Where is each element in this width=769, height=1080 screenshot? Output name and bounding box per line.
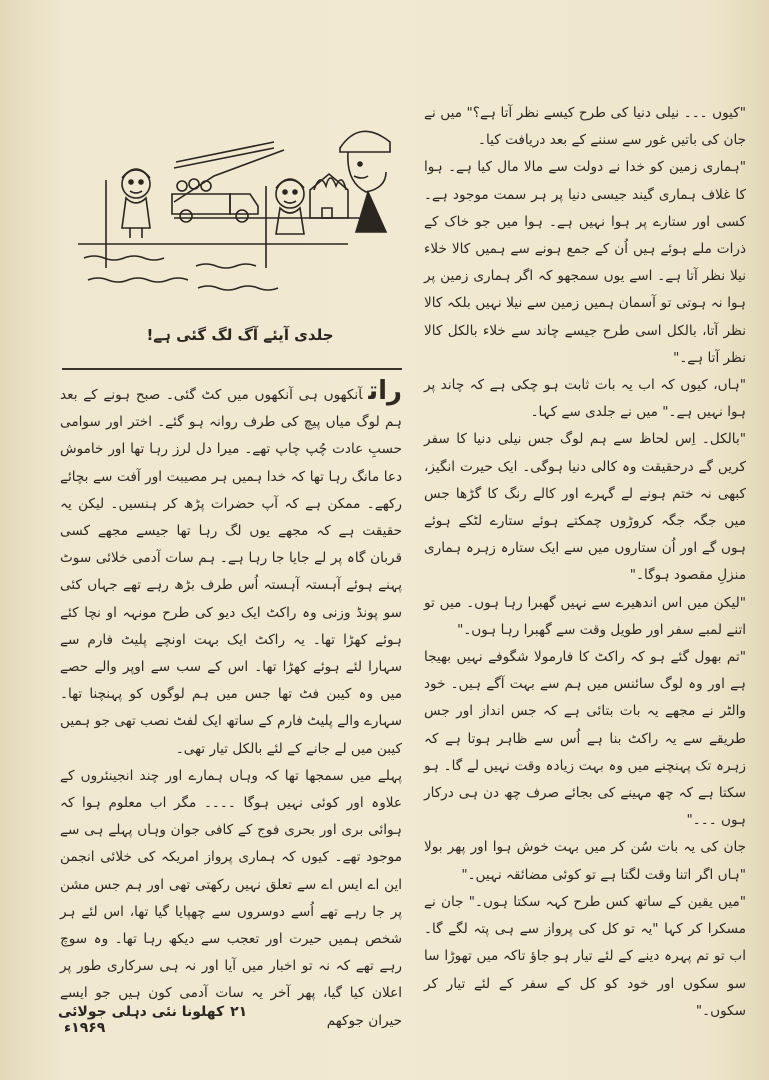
paragraph: پہلے میں سمجھا تھا کہ وہاں ہمارے اور چند انجینئروں کے علاوہ اور کوئی نہیں ہوگا ۔۔۔۔ مگر اب معلوم ہوا کہ ہوائی بری اور بحری فوج کے کافی جوان وہاں پہلے ہی سے موجود تھے۔ کیوں کہ ہماری پرواز امریکہ کی خلائی انجمن این اے ایس اے سے تعلق نہیں رکھتی تھی اور ہم جس مشن پر جا رہے تھے اُسے دوسروں سے چھپایا گیا تھا، اس لئے ہر شخص ہمیں حیرت اور تعجب سے دیکھ رہا تھا۔ وہ سوچ رہے تھے کہ نہ تو اخبار میں آیا اور نہ ہی سرکاری طور پر اعلان کیا گیا، پھر آخر یہ سات آدمی کون ہیں جو ایسے حیران جوکھم	[60, 767, 402, 1029]
paragraph: "میں یقین کے ساتھ کس طرح کہہ سکتا ہوں۔" جان نے مسکرا کر کہا "یہ تو کل کی پرواز سے ہی پتہ لگے گا۔ اب تو تم پہرہ دینے کے لئے تیار ہو جاؤ تاکہ میں تھوڑا سا سو سکوں اور خود کو کل کے سفر کے لئے تیار کر سکوں۔"	[424, 893, 746, 1019]
paragraph: "ہاں، کیوں کہ اب یہ بات ثابت ہو چکی ہے کہ چاند پر ہوا نہیں ہے۔" میں نے جلدی سے کہا۔	[424, 377, 746, 421]
page-footer	[58, 1004, 258, 1036]
fire-cartoon-illustration	[78, 98, 398, 318]
left-text-column	[60, 378, 402, 1035]
paragraph	[60, 378, 402, 763]
paragraph-text: آنکھوں ہی آنکھوں میں کٹ گئی۔ صبح ہونے کے بعد ہم لوگ میاں پیچ کی طرف روانہ ہو گئے۔ اختر اور سوامی حسبِ عادت چُپ چاپ تھے۔ میرا دل لرز رہا تھا اور خاموش دعا مانگ رہا تھا کہ خدا ہمیں ہر مصیبت اور آفت سے بچائے رکھے۔ ممکن ہے کہ آپ حضرات پڑھ کر ہنسیں۔ لیکن یہ حقیقت ہے کہ مجھے یوں لگ رہا تھا جیسے مجھے کسی قربان گاہ پر لے جایا جا رہا ہے۔ ہم سات آدمی خلائی سوٹ پہنے ہوئے آہستہ آہستہ اُس طرف بڑھ رہے تھے جہاں کئی سو پونڈ وزنی وہ راکٹ ایک دیو کی طرح مونہہ او نچا کئے ہوئے کھڑا تھا۔ یہ راکٹ ایک بہت اونچے پلیٹ فارم سے سہارا لئے ہوئے کھڑا تھا۔ اس کے سب سے اوپر والے حصے میں وہ کیبن فٹ تھا جس میں ہم لوگوں کو پہنچنا تھا۔ سہارے والے پلیٹ فارم کے ساتھ ایک لفٹ نصب تھی جو ہمیں کیبن میں لے جانے کے لئے بالکل تیار تھی۔	[60, 387, 402, 757]
paragraph: "تم بھول گئے ہو کہ راکٹ کا فارمولا شگوفے نہیں بھیجا ہے اور وہ لوگ سائنس میں ہم سے بہت آگے ہیں۔ خود والٹر نے مجھے یہ بات بتائی ہے کہ جس انداز اور جس طریقے سے یہ راکٹ بنا ہے اُس سے ظاہر ہوتا ہے کہ زہرہ تک پہنچنے میں وہ بہت زیادہ وقت نہیں لے گا۔ ہو سکتا ہے کہ چھ مہینے کی بجائے صرف چھ دن ہی درکار ہوں ۔۔۔"	[424, 649, 746, 829]
paragraph: "ہماری زمین کو خدا نے دولت سے مالا مال کیا ہے۔ ہوا کا غلاف ہماری گیند جیسی دنیا پر ہر سمت موجود ہے۔ کسی اور ستارے پر ہوا نہیں ہے۔ ہوا میں جو خاک کے ذرات ملے ہوئے ہیں اُن کے جمع ہونے سے ہمیں کالا خلاء نیلا نظر آتا ہے۔ اسے یوں سمجھو کہ اگر ہماری زمین پر ہوا نہ ہوتی تو آسمان ہمیں زمین سے نیلا نہیں بلکہ کالا نظر آتا، بالکل اسی طرح جیسے چاند سے خلاء بالکل کالا نظر آتا ہے۔"	[424, 159, 746, 366]
illustration-caption: جلدی آیئے آگ لگ گئی ہے!	[146, 326, 334, 344]
section-divider	[62, 368, 402, 370]
issue-line: کھلونا نئی دہلی جولائی ۱۹۶۹ء	[58, 1004, 225, 1036]
paragraph: "لیکن میں اس اندھیرے سے نہیں گھبرا رہا ہوں۔ میں تو اتنے لمبے سفر اور طویل وقت سے گھبرا رہا ہوں۔"	[424, 594, 746, 638]
paragraph: "بالکل۔ اِس لحاظ سے ہم لوگ جس نیلی دنیا کا سفر کریں گے درحقیقت وہ کالی دنیا ہوگی۔ ایک حیرت انگیز، کبھی نہ ختم ہونے لے گہرے اور کالے رنگ کا گڑھا جس میں جگہ جگہ کروڑوں چمکتے ہوئے ستارے لٹکے ہوئے ہوں گے اور اُن ستاروں میں سے ایک ستارہ زہرہ ہماری منزلِ مقصود ہوگا۔"	[424, 431, 746, 584]
drop-word: رات	[368, 376, 402, 406]
page-number: ۲۱	[230, 1004, 248, 1020]
paragraph: جان کی یہ بات سُن کر میں بہت خوش ہوا اور پھر بولا "ہاں اگر اتنا وقت لگتا ہے تو کوئی مضائقہ نہیں۔"	[424, 839, 746, 883]
paragraph: "کیوں ۔۔۔ نیلی دنیا کی طرح کیسے نظر آتا ہے؟" میں نے جان کی باتیں غور سے سننے کے بعد دریافت کیا۔	[424, 105, 746, 149]
right-text-column	[424, 100, 746, 1025]
